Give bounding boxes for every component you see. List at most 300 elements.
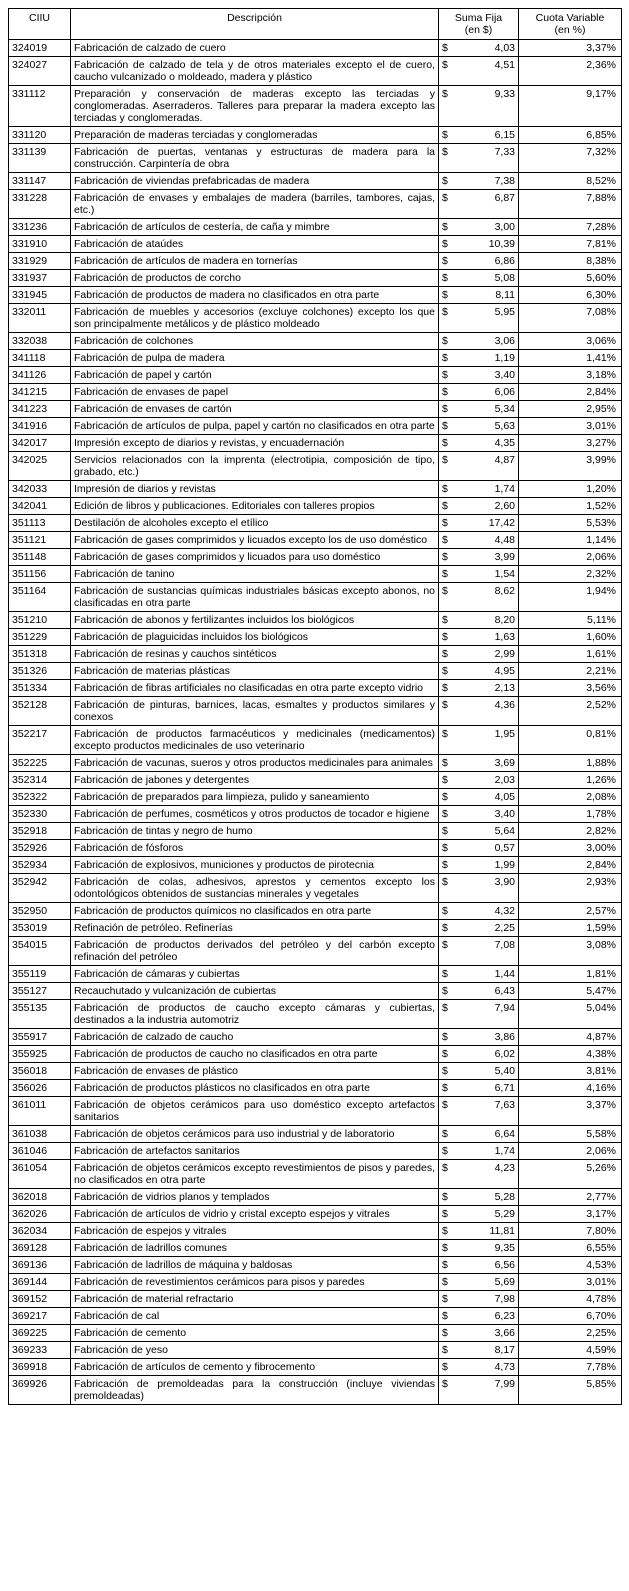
suma-fija-cell — [439, 1000, 519, 1029]
suma-fija-value: 1,19 — [494, 352, 515, 364]
ciiu-code: 352330 — [9, 806, 71, 823]
table-row — [9, 190, 622, 219]
currency-symbol: $ — [442, 1191, 448, 1203]
ciiu-code: 331139 — [9, 144, 71, 173]
ciiu-code: 369136 — [9, 1257, 71, 1274]
suma-fija-value: 5,95 — [494, 306, 515, 318]
row-description: Fabricación de calzado de caucho — [71, 1029, 439, 1046]
row-description: Fabricación de colchones — [71, 333, 439, 350]
suma-fija-cell — [439, 384, 519, 401]
table-row — [9, 57, 622, 86]
ciiu-code: 352942 — [9, 874, 71, 903]
currency-symbol: $ — [442, 483, 448, 495]
suma-fija-value: 1,95 — [494, 728, 515, 740]
cuota-variable-value: 5,26% — [519, 1160, 622, 1189]
suma-fija-value: 1,74 — [494, 1145, 515, 1157]
ciiu-code: 369128 — [9, 1240, 71, 1257]
cuota-variable-value: 2,08% — [519, 789, 622, 806]
currency-symbol: $ — [442, 146, 448, 158]
table-row — [9, 1160, 622, 1189]
row-description: Refinación de petróleo. Refinerías — [71, 920, 439, 937]
currency-symbol: $ — [442, 699, 448, 711]
ciiu-code: 369225 — [9, 1325, 71, 1342]
suma-fija-cell — [439, 697, 519, 726]
cuota-variable-value: 2,77% — [519, 1189, 622, 1206]
suma-fija-cell — [439, 1274, 519, 1291]
currency-symbol: $ — [442, 1031, 448, 1043]
ciiu-code: 342041 — [9, 498, 71, 515]
row-description: Fabricación de vidrios planos y templados — [71, 1189, 439, 1206]
cuota-variable-value: 5,53% — [519, 515, 622, 532]
table-row — [9, 1223, 622, 1240]
currency-symbol: $ — [442, 985, 448, 997]
row-description: Fabricación de yeso — [71, 1342, 439, 1359]
suma-fija-cell — [439, 1206, 519, 1223]
row-description: Fabricación de papel y cartón — [71, 367, 439, 384]
suma-fija-cell — [439, 663, 519, 680]
row-description: Fabricación de premoldeadas para la construcción (incluye viviendas premoldeadas) — [71, 1376, 439, 1405]
cuota-variable-value: 9,17% — [519, 86, 622, 127]
currency-symbol: $ — [442, 1048, 448, 1060]
table-row — [9, 515, 622, 532]
suma-fija-cell — [439, 823, 519, 840]
suma-fija-value: 6,06 — [494, 386, 515, 398]
cuota-variable-value: 3,56% — [519, 680, 622, 697]
currency-symbol: $ — [442, 1208, 448, 1220]
suma-fija-cell — [439, 1291, 519, 1308]
cuota-variable-value: 2,84% — [519, 857, 622, 874]
suma-fija-value: 5,29 — [494, 1208, 515, 1220]
cuota-variable-value: 1,60% — [519, 629, 622, 646]
ciiu-code: 324019 — [9, 40, 71, 57]
currency-symbol: $ — [442, 551, 448, 563]
cuota-variable-value: 3,37% — [519, 1097, 622, 1126]
header-cuota-line2: (en %) — [554, 24, 586, 36]
row-description: Fabricación de calzado de cuero — [71, 40, 439, 57]
suma-fija-cell — [439, 1308, 519, 1325]
suma-fija-value: 6,02 — [494, 1048, 515, 1060]
suma-fija-value: 6,56 — [494, 1259, 515, 1271]
suma-fija-cell — [439, 680, 519, 697]
row-description: Fabricación de plaguicidas incluidos los biológicos — [71, 629, 439, 646]
ciiu-code: 351210 — [9, 612, 71, 629]
table-row — [9, 629, 622, 646]
currency-symbol: $ — [442, 665, 448, 677]
table-row — [9, 127, 622, 144]
currency-symbol: $ — [442, 517, 448, 529]
cuota-variable-value: 1,61% — [519, 646, 622, 663]
suma-fija-value: 7,08 — [494, 939, 515, 951]
suma-fija-value: 5,69 — [494, 1276, 515, 1288]
ciiu-code: 361011 — [9, 1097, 71, 1126]
row-description: Fabricación de productos de corcho — [71, 270, 439, 287]
suma-fija-cell — [439, 1046, 519, 1063]
header-cuota-line1: Cuota Variable — [535, 12, 605, 24]
row-description: Fabricación de envases de cartón — [71, 401, 439, 418]
suma-fija-cell — [439, 532, 519, 549]
suma-fija-value: 17,42 — [488, 517, 515, 529]
table-row — [9, 874, 622, 903]
currency-symbol: $ — [442, 842, 448, 854]
row-description: Recauchutado y vulcanización de cubiertas — [71, 983, 439, 1000]
suma-fija-cell — [439, 549, 519, 566]
cuota-variable-value: 7,80% — [519, 1223, 622, 1240]
suma-fija-value: 7,99 — [494, 1378, 515, 1390]
cuota-variable-value: 1,20% — [519, 481, 622, 498]
suma-fija-cell — [439, 983, 519, 1000]
table-row — [9, 549, 622, 566]
table-row — [9, 1126, 622, 1143]
cuota-variable-value: 7,78% — [519, 1359, 622, 1376]
currency-symbol: $ — [442, 238, 448, 250]
suma-fija-value: 8,62 — [494, 585, 515, 597]
row-description: Preparación y conservación de maderas excepto las terciadas y conglomeradas. Aserraderos. Talleres para preparar la madera excepto las terciadas y conglomeradas. — [71, 86, 439, 127]
currency-symbol: $ — [442, 454, 448, 466]
currency-symbol: $ — [442, 1344, 448, 1356]
ciiu-code: 354015 — [9, 937, 71, 966]
suma-fija-cell — [439, 937, 519, 966]
ciiu-code: 341126 — [9, 367, 71, 384]
ciiu-code: 351326 — [9, 663, 71, 680]
row-description: Fabricación de cemento — [71, 1325, 439, 1342]
ciiu-code: 331236 — [9, 219, 71, 236]
suma-fija-value: 1,99 — [494, 859, 515, 871]
cuota-variable-value: 2,06% — [519, 549, 622, 566]
row-description: Fabricación de viviendas prefabricadas de madera — [71, 173, 439, 190]
suma-fija-value: 6,86 — [494, 255, 515, 267]
currency-symbol: $ — [442, 255, 448, 267]
cuota-variable-value: 2,57% — [519, 903, 622, 920]
cuota-variable-value: 8,38% — [519, 253, 622, 270]
suma-fija-cell — [439, 874, 519, 903]
ciiu-code: 331910 — [9, 236, 71, 253]
row-description: Fabricación de gases comprimidos y licuados excepto los de uso doméstico — [71, 532, 439, 549]
ciiu-code: 356018 — [9, 1063, 71, 1080]
suma-fija-value: 4,73 — [494, 1361, 515, 1373]
cuota-variable-value: 5,60% — [519, 270, 622, 287]
row-description: Fabricación de explosivos, municiones y productos de pirotecnia — [71, 857, 439, 874]
table-row — [9, 1376, 622, 1405]
currency-symbol: $ — [442, 1327, 448, 1339]
currency-symbol: $ — [442, 1162, 448, 1174]
cuota-variable-value: 1,26% — [519, 772, 622, 789]
table-row — [9, 1063, 622, 1080]
ciiu-code: 352225 — [9, 755, 71, 772]
cuota-variable-value: 3,08% — [519, 937, 622, 966]
cuota-variable-value: 8,52% — [519, 173, 622, 190]
ciiu-code: 351318 — [9, 646, 71, 663]
row-description: Fabricación de artículos de vidrio y cristal excepto espejos y vitrales — [71, 1206, 439, 1223]
suma-fija-cell — [439, 1097, 519, 1126]
cuota-variable-value: 1,41% — [519, 350, 622, 367]
currency-symbol: $ — [442, 500, 448, 512]
suma-fija-value: 5,63 — [494, 420, 515, 432]
cuota-variable-value: 7,28% — [519, 219, 622, 236]
currency-symbol: $ — [442, 1225, 448, 1237]
ciiu-code: 342017 — [9, 435, 71, 452]
table-row — [9, 1206, 622, 1223]
cuota-variable-value: 3,37% — [519, 40, 622, 57]
suma-fija-cell — [439, 173, 519, 190]
row-description: Fabricación de abonos y fertilizantes incluidos los biológicos — [71, 612, 439, 629]
ciiu-code: 331120 — [9, 127, 71, 144]
currency-symbol: $ — [442, 175, 448, 187]
suma-fija-cell — [439, 1143, 519, 1160]
row-description: Fabricación de preparados para limpieza, pulido y saneamiento — [71, 789, 439, 806]
ciiu-code: 331112 — [9, 86, 71, 127]
row-description: Fabricación de pinturas, barnices, lacas, esmaltes y productos similares y conexos — [71, 697, 439, 726]
suma-fija-cell — [439, 966, 519, 983]
row-description: Fabricación de objetos cerámicos excepto revestimientos de pisos y paredes, no clasificados en otra parte — [71, 1160, 439, 1189]
table-row — [9, 920, 622, 937]
cuota-variable-value: 1,52% — [519, 498, 622, 515]
suma-fija-value: 1,63 — [494, 631, 515, 643]
header-suma-fija — [439, 9, 519, 40]
suma-fija-value: 7,94 — [494, 1002, 515, 1014]
row-description: Fabricación de perfumes, cosméticos y otros productos de tocador e higiene — [71, 806, 439, 823]
row-description: Impresión de diarios y revistas — [71, 481, 439, 498]
ciiu-code: 331929 — [9, 253, 71, 270]
row-description: Fabricación de tanino — [71, 566, 439, 583]
table-row — [9, 86, 622, 127]
suma-fija-value: 5,34 — [494, 403, 515, 415]
ciiu-code: 362018 — [9, 1189, 71, 1206]
suma-fija-value: 4,95 — [494, 665, 515, 677]
cuota-variable-value: 3,01% — [519, 418, 622, 435]
suma-fija-value: 4,36 — [494, 699, 515, 711]
suma-fija-value: 1,44 — [494, 968, 515, 980]
currency-symbol: $ — [442, 335, 448, 347]
currency-symbol: $ — [442, 192, 448, 204]
cuota-variable-value: 2,06% — [519, 1143, 622, 1160]
cuota-variable-value: 5,85% — [519, 1376, 622, 1405]
suma-fija-cell — [439, 350, 519, 367]
ciiu-code: 332011 — [9, 304, 71, 333]
currency-symbol: $ — [442, 682, 448, 694]
row-description: Fabricación de productos de caucho excepto cámaras y cubiertas, destinados a la industria automotriz — [71, 1000, 439, 1029]
currency-symbol: $ — [442, 728, 448, 740]
table-row — [9, 287, 622, 304]
cuota-variable-value: 4,78% — [519, 1291, 622, 1308]
suma-fija-cell — [439, 236, 519, 253]
suma-fija-value: 6,71 — [494, 1082, 515, 1094]
suma-fija-cell — [439, 304, 519, 333]
suma-fija-value: 7,38 — [494, 175, 515, 187]
suma-fija-cell — [439, 498, 519, 515]
ciiu-code: 351229 — [9, 629, 71, 646]
ciiu-code: 351121 — [9, 532, 71, 549]
table-row — [9, 937, 622, 966]
currency-symbol: $ — [442, 272, 448, 284]
row-description: Fabricación de calzado de tela y de otros materiales excepto el de cuero, caucho vulcanizado o moldeado, madera y plástico — [71, 57, 439, 86]
table-row — [9, 333, 622, 350]
currency-symbol: $ — [442, 1378, 448, 1390]
ciiu-code: 342033 — [9, 481, 71, 498]
currency-symbol: $ — [442, 437, 448, 449]
suma-fija-value: 2,25 — [494, 922, 515, 934]
suma-fija-value: 8,17 — [494, 1344, 515, 1356]
ciiu-code: 355925 — [9, 1046, 71, 1063]
table-row — [9, 1308, 622, 1325]
cuota-variable-value: 6,30% — [519, 287, 622, 304]
suma-fija-value: 0,57 — [494, 842, 515, 854]
table-row — [9, 1029, 622, 1046]
suma-fija-value: 7,33 — [494, 146, 515, 158]
table-row — [9, 1097, 622, 1126]
suma-fija-value: 6,43 — [494, 985, 515, 997]
table-row — [9, 498, 622, 515]
suma-fija-cell — [439, 144, 519, 173]
suma-fija-value: 8,20 — [494, 614, 515, 626]
cuota-variable-value: 7,08% — [519, 304, 622, 333]
table-row — [9, 452, 622, 481]
cuota-variable-value: 6,85% — [519, 127, 622, 144]
suma-fija-cell — [439, 840, 519, 857]
currency-symbol: $ — [442, 1310, 448, 1322]
row-description: Fabricación de materias plásticas — [71, 663, 439, 680]
cuota-variable-value: 4,87% — [519, 1029, 622, 1046]
cuota-variable-value: 3,99% — [519, 452, 622, 481]
table-row — [9, 1143, 622, 1160]
row-description: Fabricación de vacunas, sueros y otros productos medicinales para animales — [71, 755, 439, 772]
suma-fija-value: 9,35 — [494, 1242, 515, 1254]
suma-fija-cell — [439, 190, 519, 219]
row-description: Fabricación de fibras artificiales no clasificadas en otra parte excepto vidrio — [71, 680, 439, 697]
cuota-variable-value: 3,18% — [519, 367, 622, 384]
suma-fija-cell — [439, 219, 519, 236]
suma-fija-cell — [439, 270, 519, 287]
suma-fija-value: 3,90 — [494, 876, 515, 888]
ciiu-code: 355917 — [9, 1029, 71, 1046]
header-suma-line1: Suma Fija — [454, 12, 503, 24]
suma-fija-cell — [439, 1223, 519, 1240]
cuota-variable-value: 2,95% — [519, 401, 622, 418]
row-description: Fabricación de gases comprimidos y licuados para uso doméstico — [71, 549, 439, 566]
currency-symbol: $ — [442, 420, 448, 432]
currency-symbol: $ — [442, 1276, 448, 1288]
suma-fija-cell — [439, 1325, 519, 1342]
cuota-variable-value: 2,36% — [519, 57, 622, 86]
ciiu-code: 352322 — [9, 789, 71, 806]
suma-fija-cell — [439, 726, 519, 755]
suma-fija-value: 6,64 — [494, 1128, 515, 1140]
row-description: Fabricación de envases de plástico — [71, 1063, 439, 1080]
ciiu-code: 352934 — [9, 857, 71, 874]
currency-symbol: $ — [442, 939, 448, 951]
ciiu-code: 369926 — [9, 1376, 71, 1405]
cuota-variable-value: 0,81% — [519, 726, 622, 755]
header-ciiu: CIIU — [9, 9, 71, 40]
suma-fija-cell — [439, 903, 519, 920]
suma-fija-cell — [439, 86, 519, 127]
suma-fija-cell — [439, 40, 519, 57]
ciiu-code: 351148 — [9, 549, 71, 566]
currency-symbol: $ — [442, 1361, 448, 1373]
row-description: Fabricación de artefactos sanitarios — [71, 1143, 439, 1160]
suma-fija-cell — [439, 435, 519, 452]
table-row — [9, 1240, 622, 1257]
suma-fija-value: 3,40 — [494, 808, 515, 820]
table-row — [9, 566, 622, 583]
table-row — [9, 435, 622, 452]
suma-fija-value: 3,40 — [494, 369, 515, 381]
suma-fija-value: 6,15 — [494, 129, 515, 141]
ciiu-code: 353019 — [9, 920, 71, 937]
table-row — [9, 697, 622, 726]
suma-fija-value: 3,00 — [494, 221, 515, 233]
ciiu-code: 341223 — [9, 401, 71, 418]
cuota-variable-value: 6,55% — [519, 1240, 622, 1257]
suma-fija-value: 1,74 — [494, 483, 515, 495]
suma-fija-value: 7,98 — [494, 1293, 515, 1305]
ciiu-code: 362026 — [9, 1206, 71, 1223]
table-row — [9, 1080, 622, 1097]
suma-fija-value: 4,35 — [494, 437, 515, 449]
currency-symbol: $ — [442, 648, 448, 660]
suma-fija-cell — [439, 920, 519, 937]
suma-fija-cell — [439, 481, 519, 498]
ciiu-code: 352128 — [9, 697, 71, 726]
suma-fija-value: 3,06 — [494, 335, 515, 347]
cuota-variable-value: 4,59% — [519, 1342, 622, 1359]
suma-fija-cell — [439, 1189, 519, 1206]
table-body — [9, 40, 622, 1405]
suma-fija-cell — [439, 1376, 519, 1405]
suma-fija-value: 4,23 — [494, 1162, 515, 1174]
suma-fija-value: 5,28 — [494, 1191, 515, 1203]
suma-fija-value: 3,69 — [494, 757, 515, 769]
row-description: Fabricación de espejos y vitrales — [71, 1223, 439, 1240]
cuota-variable-value: 4,38% — [519, 1046, 622, 1063]
cuota-variable-value: 2,52% — [519, 697, 622, 726]
table-row — [9, 1274, 622, 1291]
suma-fija-value: 6,23 — [494, 1310, 515, 1322]
row-description: Fabricación de productos plásticos no clasificados en otra parte — [71, 1080, 439, 1097]
table-row — [9, 1291, 622, 1308]
currency-symbol: $ — [442, 585, 448, 597]
table-row — [9, 1189, 622, 1206]
row-description: Destilación de alcoholes excepto el etílico — [71, 515, 439, 532]
suma-fija-cell — [439, 1342, 519, 1359]
ciiu-code: 352950 — [9, 903, 71, 920]
row-description: Fabricación de ladrillos comunes — [71, 1240, 439, 1257]
row-description: Fabricación de colas, adhesivos, aprestos y cementos excepto los odontológicos obtenidos de sustancias minerales y vegetales — [71, 874, 439, 903]
suma-fija-cell — [439, 646, 519, 663]
suma-fija-cell — [439, 1063, 519, 1080]
currency-symbol: $ — [442, 534, 448, 546]
ciiu-code: 369152 — [9, 1291, 71, 1308]
suma-fija-value: 8,11 — [495, 289, 515, 301]
suma-fija-value: 3,66 — [494, 1327, 515, 1339]
ciiu-code: 331937 — [9, 270, 71, 287]
suma-fija-value: 11,81 — [489, 1225, 515, 1237]
table-row — [9, 583, 622, 612]
ciiu-code: 351334 — [9, 680, 71, 697]
table-row — [9, 1046, 622, 1063]
currency-symbol: $ — [442, 403, 448, 415]
ciiu-code: 369144 — [9, 1274, 71, 1291]
suma-fija-cell — [439, 333, 519, 350]
table-row — [9, 1000, 622, 1029]
suma-fija-value: 4,48 — [494, 534, 515, 546]
suma-fija-cell — [439, 253, 519, 270]
row-description: Fabricación de puertas, ventanas y estructuras de madera para la construcción. Carpintería de obra — [71, 144, 439, 173]
suma-fija-cell — [439, 755, 519, 772]
row-description: Fabricación de ataúdes — [71, 236, 439, 253]
table-row — [9, 253, 622, 270]
ciiu-code: 341916 — [9, 418, 71, 435]
suma-fija-value: 3,99 — [494, 551, 515, 563]
